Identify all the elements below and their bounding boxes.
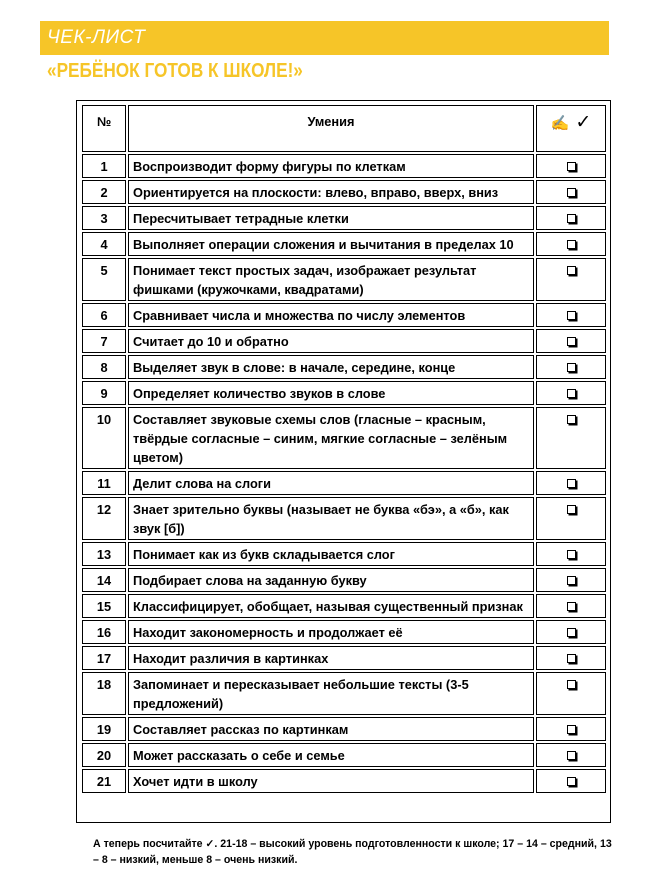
- checkbox-icon[interactable]: [567, 777, 576, 786]
- pencil-icon: ✍: [550, 115, 570, 132]
- row-number: 2: [82, 180, 126, 204]
- table-row: [82, 329, 606, 353]
- checkbox-icon[interactable]: [567, 389, 576, 398]
- header-mark: [536, 105, 606, 152]
- skill-text: Выполняет операции сложения и вычитания в пределах 10: [128, 232, 534, 256]
- checkbox-icon[interactable]: [567, 680, 576, 689]
- row-number: 19: [82, 717, 126, 741]
- checkbox-icon[interactable]: [567, 628, 576, 637]
- table-row: [82, 471, 606, 495]
- row-number: 18: [82, 672, 126, 715]
- checkbox-icon[interactable]: [567, 550, 576, 559]
- skill-text: Запоминает и пересказывает небольшие тексты (3-5 предложений): [128, 672, 534, 715]
- table-row: [82, 258, 606, 301]
- table-row: [82, 542, 606, 566]
- checkbox-icon[interactable]: [567, 415, 576, 424]
- row-number: 21: [82, 769, 126, 793]
- checkbox-icon[interactable]: [567, 725, 576, 734]
- row-number: 4: [82, 232, 126, 256]
- skill-text: Сравнивает числа и множества по числу элементов: [128, 303, 534, 327]
- checkmark-icon: ✓: [575, 112, 592, 133]
- checkbox-cell[interactable]: [536, 568, 606, 592]
- checkbox-cell[interactable]: [536, 154, 606, 178]
- checkbox-cell[interactable]: [536, 672, 606, 715]
- checkbox-icon[interactable]: [567, 576, 576, 585]
- table-row: [82, 620, 606, 644]
- table-row: [82, 206, 606, 230]
- table-header-row: [82, 105, 606, 152]
- table-row: [82, 381, 606, 405]
- row-number: 14: [82, 568, 126, 592]
- row-number: 10: [82, 407, 126, 469]
- checkbox-cell[interactable]: [536, 620, 606, 644]
- checkbox-cell[interactable]: [536, 206, 606, 230]
- skill-text: Находит закономерность и продолжает её: [128, 620, 534, 644]
- skill-text: Хочет идти в школу: [128, 769, 534, 793]
- skill-text: Может рассказать о себе и семье: [128, 743, 534, 767]
- checkbox-cell[interactable]: [536, 258, 606, 301]
- checkbox-cell[interactable]: [536, 329, 606, 353]
- table-row: [82, 717, 606, 741]
- checkbox-icon[interactable]: [567, 266, 576, 275]
- row-number: 17: [82, 646, 126, 670]
- row-number: 20: [82, 743, 126, 767]
- row-number: 16: [82, 620, 126, 644]
- header-skills: Умения: [128, 105, 534, 152]
- skill-text: Выделяет звук в слове: в начале, середине, конце: [128, 355, 534, 379]
- row-number: 3: [82, 206, 126, 230]
- table-row: [82, 743, 606, 767]
- skill-text: Классифицирует, обобщает, называя существенный признак: [128, 594, 534, 618]
- checkbox-icon[interactable]: [567, 654, 576, 663]
- checkbox-icon[interactable]: [567, 751, 576, 760]
- checkbox-cell[interactable]: [536, 407, 606, 469]
- checkbox-cell[interactable]: [536, 232, 606, 256]
- checkbox-icon[interactable]: [567, 162, 576, 171]
- checkbox-icon[interactable]: [567, 363, 576, 372]
- row-number: 9: [82, 381, 126, 405]
- table-row: [82, 154, 606, 178]
- row-number: 5: [82, 258, 126, 301]
- skill-text: Воспроизводит форму фигуры по клеткам: [128, 154, 534, 178]
- scoring-note: А теперь посчитайте ✓. 21-18 – высокий уровень подготовленности к школе; 17 – 14 – средний, 13 – 8 – низкий, меньше 8 – очень низкий.: [93, 838, 612, 866]
- table-row: [82, 769, 606, 793]
- checklist-table: [80, 103, 608, 795]
- row-number: 1: [82, 154, 126, 178]
- row-number: 7: [82, 329, 126, 353]
- checkbox-cell[interactable]: [536, 303, 606, 327]
- skill-text: Определяет количество звуков в слове: [128, 381, 534, 405]
- checkbox-icon[interactable]: [567, 337, 576, 346]
- skill-text: Делит слова на слоги: [128, 471, 534, 495]
- table-row: [82, 232, 606, 256]
- checkbox-cell[interactable]: [536, 355, 606, 379]
- checkbox-cell[interactable]: [536, 497, 606, 540]
- checkbox-cell[interactable]: [536, 381, 606, 405]
- skill-text: Находит различия в картинках: [128, 646, 534, 670]
- skill-text: Пересчитывает тетрадные клетки: [128, 206, 534, 230]
- table-row: [82, 646, 606, 670]
- checkbox-cell[interactable]: [536, 180, 606, 204]
- table-row: [82, 497, 606, 540]
- checkbox-icon[interactable]: [567, 311, 576, 320]
- row-number: 6: [82, 303, 126, 327]
- row-number: 8: [82, 355, 126, 379]
- checkbox-cell[interactable]: [536, 743, 606, 767]
- skill-text: Ориентируется на плоскости: влево, вправо, вверх, вниз: [128, 180, 534, 204]
- page-subtitle: «РЕБЁНОК ГОТОВ К ШКОЛЕ!»: [47, 60, 303, 82]
- checkbox-icon[interactable]: [567, 505, 576, 514]
- checkbox-icon[interactable]: [567, 240, 576, 249]
- checkbox-icon[interactable]: [567, 214, 576, 223]
- page-title: ЧЕК-ЛИСТ: [47, 27, 146, 48]
- row-number: 13: [82, 542, 126, 566]
- skill-text: Понимает как из букв складывается слог: [128, 542, 534, 566]
- checkbox-cell[interactable]: [536, 594, 606, 618]
- skill-text: Знает зрительно буквы (называет не буква «бэ», а «б», как звук [б]): [128, 497, 534, 540]
- table-row: [82, 355, 606, 379]
- skill-text: Считает до 10 и обратно: [128, 329, 534, 353]
- table-row: [82, 672, 606, 715]
- row-number: 15: [82, 594, 126, 618]
- checkbox-cell[interactable]: [536, 542, 606, 566]
- checkbox-icon[interactable]: [567, 479, 576, 488]
- checkbox-cell[interactable]: [536, 769, 606, 793]
- table-row: [82, 568, 606, 592]
- skill-text: Понимает текст простых задач, изображает результат фишками (кружочками, квадратами): [128, 258, 534, 301]
- checkbox-cell[interactable]: [536, 471, 606, 495]
- checkbox-icon[interactable]: [567, 188, 576, 197]
- checkbox-cell[interactable]: [536, 717, 606, 741]
- skill-text: Составляет звуковые схемы слов (гласные – красным, твёрдые согласные – синим, мягкие согласные – зелёным цветом): [128, 407, 534, 469]
- table-row: [82, 180, 606, 204]
- skill-text: Составляет рассказ по картинкам: [128, 717, 534, 741]
- checkbox-cell[interactable]: [536, 646, 606, 670]
- table-row: [82, 303, 606, 327]
- row-number: 12: [82, 497, 126, 540]
- row-number: 11: [82, 471, 126, 495]
- skill-text: Подбирает слова на заданную букву: [128, 568, 534, 592]
- header-number: №: [82, 105, 126, 152]
- table-row: [82, 594, 606, 618]
- table-row: [82, 407, 606, 469]
- checkbox-icon[interactable]: [567, 602, 576, 611]
